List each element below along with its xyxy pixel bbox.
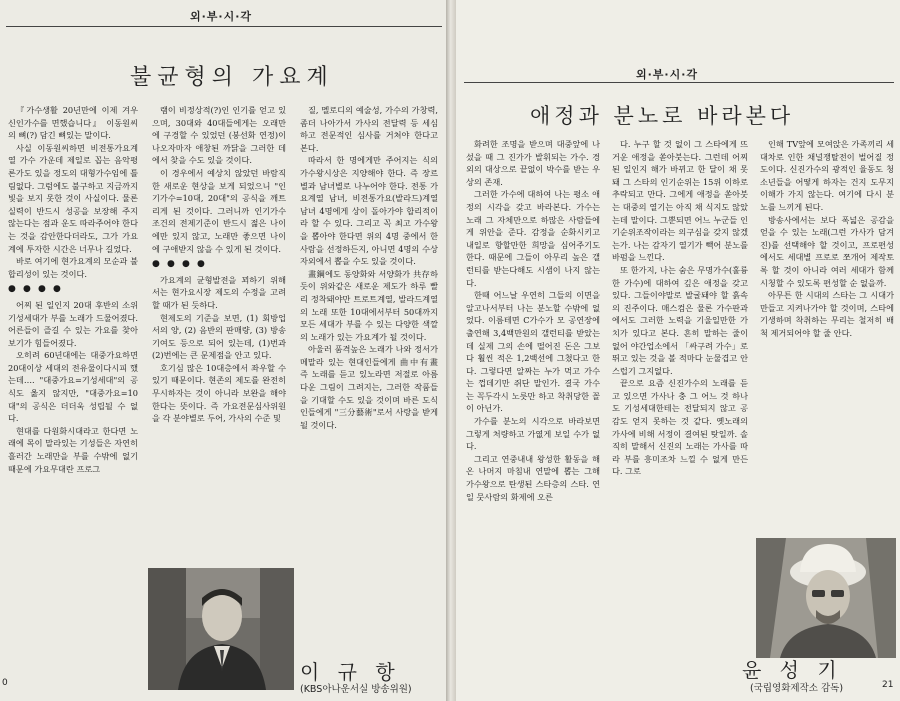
right-column-3: [760, 138, 894, 530]
left-c3-p3: 畫鋼에도 동양화와 서양화가 共存하듯이 위와같은 새로운 제도가 하루 빨리 정착돼야만 트로트계열, 발라드계열의 노래 또한 10대에서부터 50대까지 모든 세대가 부를 수 있는 다양한 색깔의 노래가 있는 가요계가 될 것이다.: [300, 268, 438, 342]
left-page: [0, 0, 446, 701]
left-author-title: (KBS아나운서실 방송위원): [300, 684, 412, 695]
right-c3-p3: 아무튼 한 시대의 스타는 그 시대가 만들고 지켜나가야 할 것이며, 스타에 기생하며 착취하는 무리는 철저히 배척 제거되어야 할 줄 안다.: [760, 290, 894, 338]
left-column-2: [152, 104, 286, 568]
left-c2-separator: ● ● ● ●: [152, 259, 207, 270]
left-c1-p6: 현대를 다원화시대라고 한다면 노래에 목이 말라있는 기성들은 자연히 흘러간 노래만을 부를 수밖에 없기 때문에 가요무대란 프로그: [8, 425, 138, 474]
left-c1-p3: 바로 여기에 현가요계의 모순과 불합리성이 있는 것이다.: [8, 256, 138, 279]
left-c1-p4: 어찌 된 일인지 20대 후반의 소위 기성세대가 부를 노래가 드물어졌다. 어른들이 즐길 수 있는 가요를 찾아 보기가 힘들어졌다.: [8, 299, 138, 348]
right-c1-p1: 화려한 조명을 받으며 대중앞에 나섰을 때 그 진가가 발휘되는 가수. 경외의 대상으로 끝없이 박수를 받는 우상의 존재.: [466, 139, 600, 187]
left-c2-p2: 이 경우에서 예상치 않았던 바람직한 새로운 현상을 보게 되었으니 "인기가수=10대, 20대"의 공식을 깨트리게 된 것이다. 그러니까 인기가수 조건의 전제기준이 반드시 젊은 나이에만 있지 않고, 노래만 좋으면 나이에 구애받지 않을 수 있게 된 것이다.: [152, 167, 286, 254]
page-gutter: [446, 0, 456, 701]
left-c1-p5: 오히려 60년대에는 대중가요하면 20대이상 세대의 전유물이다시피 했는데…. "대중가요=기성세대"의 공식도 옳지 않지만, "대중가요=10대"의 공식은 더더욱 성립될 수 없다.: [8, 350, 138, 424]
right-author-title: (국립영화제작소 감독): [750, 683, 844, 694]
right-column-1: [466, 138, 600, 658]
right-c2-p3: 끝으로 요즘 신진가수의 노래를 듣고 있으면 가사나 충 그 어느 것 하나도 기성세대한테는 전달되지 않고 공감도 얻지 못하는 것 같다. 옛노래의 가사에 비해 서정이 결여된 탓일까. 솔직히 말해서 신진의 노래는 가사를 따라 부를 흥미조차 느낄 수 없게 만든다. 그로: [612, 378, 748, 477]
left-column-3: [300, 104, 438, 660]
right-c2-p2: 또 한가지, 나는 숨은 무명가수(훌륭한 가수)에 대하여 깊은 애정을 갖고 있다. 그들이야말로 발굴돼야 할 흙속의 진주이다. 매스컴은 물론 가수판과에서도 그러한 노력을 기울일만한 가치가 있다고 본다. 흔히 말하는 줄이 없어 야간업소에서 「싸구려 가수」로 뛰고 있는 것을 볼 적마다 눈물겹고 안스럽기 그지없다.: [612, 264, 748, 376]
left-c3-p1: 질, 멜로디의 예술성, 가수의 가창력, 좀더 나아가서 가사의 전달력 등 세심하고 전문적인 심사를 거쳐야 한다고 본다.: [300, 105, 438, 153]
left-c1-p1: 『가수생활 20년만에 이제 겨우 신인가수를 면했습니다』 이동원씨의 뼈(?) 담긴 뼈있는 말이다.: [8, 105, 138, 141]
right-page: [456, 0, 900, 701]
right-c1-p2: 그러한 가수에 대하여 나는 평소 애정의 시각을 갖고 바라본다. 가수는 노래 그 자체만으로 하많은 사람들에게 위안을 준다. 감정을 순화시키고 내일로 향할만한 희망을 심어주기도 한다. 때문에 그들이 아무리 높은 갤런티를 받는다해도 시샘이 나지 않는다.: [466, 189, 600, 288]
right-author-name: 윤 성 기: [742, 658, 843, 682]
left-c1-separator: ● ● ● ●: [8, 284, 63, 295]
left-author-name: 이 규 항: [300, 660, 401, 684]
left-c2-p3: 가요계의 균형발전을 꾀하기 위해서는 현가요시장 제도의 수정을 고려할 때가 된 듯하다.: [152, 274, 286, 310]
right-c3-p1: 인해 TV앞에 모여앉은 가족끼리 세대차로 인한 채널쟁탈전이 벌어질 정도이다. 신진가수의 광적인 율동도 청소년들을 어떻게 하자는 건지 도무지 이해가 가지 않는다. 여기에 다시 분노를 느끼게 된다.: [760, 139, 894, 212]
left-column-1: [8, 104, 138, 660]
right-headline: 애정과 분노로 바라본다: [530, 104, 795, 128]
left-c3-p2: 따라서 한 명에게만 주어지는 식의 가수왕시상은 지양해야 한다. 즉 장르별과 남녀별로 나누어야 한다. 전통 가요계열 남녀, 비전통가요(발라드)계열 남녀 4명에게 상이 돌아가야 합리적이라 할 수 있다. 그리고 꼭 최고 가수왕을 뽑아야 한다면 위의 4명 중에서 한 사람을 선정하든지, 아니면 4명의 수상자외에서 뽑을 수도 있을 것이다.: [300, 155, 438, 267]
left-top-rule: [6, 26, 442, 27]
right-page-number: 21: [882, 680, 894, 690]
left-c1-p2: 사실 이동원씨하면 비전통가요계열 가수 가운데 제일로 꼽는 음악평론가도 있을 정도의 대형가수임에 틀림없다. 그럼에도 불구하고 지금까지 빛을 보지 못한 것이 사실이다. 물론 실력이 반드시 성공을 보장해 주지 않는다는 점과 운도 따라주어야 한다는 것을 감안한다더라도, 그가 가요계에 투자한 시간은 너무나 길었다.: [8, 142, 138, 254]
right-c3-p2: 방송사에서는 보다 폭넓은 공감을 얻을 수 있는 노래(그런 가사가 담겨진)를 선택해야 할 것이고, 프로편성에서도 세대별 프로로 쪼개어 제작토록 할 것이 아니라 여러 세대가 함께 시청할 수 있도록 편성할 순 없을까.: [760, 214, 894, 288]
left-c2-p1: 램이 비정상적(?)인 인기를 얻고 있으며, 30대와 40대들에게는 오래만에 구경할 수 있었던 (붕선화 연정)이 나오자마자 애창된 까닭을 그러한 데에서 찾을 수도 있을 것이다.: [152, 105, 286, 166]
right-column-2: [612, 138, 748, 638]
left-c2-p4: 현제도의 기준을 보면, (1) 회방업서의 양, (2) 음반의 판매량, (3) 방송기여도 등으로 되어 있는데, (1)번과 (2)번에는 큰 문제점을 안고 있다.: [152, 312, 286, 361]
left-page-number: 0: [2, 678, 8, 688]
right-section-label: 외·부·시·각: [636, 68, 699, 81]
right-c1-p5: 그리고 연중내내 왕성한 활동을 해온 나머지 마침내 연말에 뽑는 그해 가수왕으로 탄생된 스타층의 스타. 연일 뭇사람의 화제에 오른: [466, 453, 600, 502]
right-author-photo: [756, 538, 896, 658]
left-c2-p5: 호기심 많은 10대층에서 좌우할 수 있기 때문이다. 현존의 제도를 완전히 무시하자는 것이 아니라 보완을 해야 한다는 뜻이다. 즉 가요전문심사위원을 각 분야별로 두어, 가사의 수준 및: [152, 362, 286, 424]
right-c1-p3: 한때 어느날 우연히 그들의 이면을 알고나서부터 나는 분노할 수밖에 없었다. 이름테면 C가수가 모 공연장에 출연해 3,4백만원의 갤런티를 받았는데 실제 그의 손에 떨어진 돈은 그보다 훨씬 적은 1,2백선에 그쳤다고 한다. 그렇다면 알짜는 누가 먹고 가수는 껍데기만 쥐단 말인가. 결국 가수는 꼭두각시 노릇만 하고 착취당한 꼴이 아닌가.: [466, 290, 600, 414]
right-c1-p4: 가수를 분노의 시각으로 바라보면 그렇게 처량하고 가엾게 보일 수가 없다.: [466, 416, 600, 452]
left-author-photo: [148, 568, 294, 690]
right-c2-p1: 다. 누구 할 것 없이 그 스타에게 뜨거운 애정을 쏟아붓는다. 그런데 어찌된 일인지 해가 바뀌고 한 달이 채 못돼 그 스타의 인기순위는 15위 이하로 추락되고 만다. 그에게 애정을 쏟아붓는 대중의 열기는 아직 채 식지도 않았는데 말이다. 그뿐되면 어느 누군들 인기순위조작이라는 의구심을 갖지 않겠는가. 나는 감자기 열기가 빽어 분노를 바펌을 느낀다.: [612, 139, 748, 263]
left-headline: 불균형의 가요계: [130, 65, 334, 90]
right-top-rule: [464, 82, 894, 83]
left-section-label: 외·부·시·각: [190, 10, 253, 23]
left-c3-p4: 아울러 품격높은 노래가 나와 정서가 메말라 있는 현대인들에게 曲中有畫 즉 노래를 듣고 있노라면 저절로 아름다운 그림이 그려지는, 그러한 작품들을 기대할 수도 있을 것이며 바른 도식인들에게 "三分藝術"로서 사랑을 받게 될 것이다.: [300, 344, 438, 430]
